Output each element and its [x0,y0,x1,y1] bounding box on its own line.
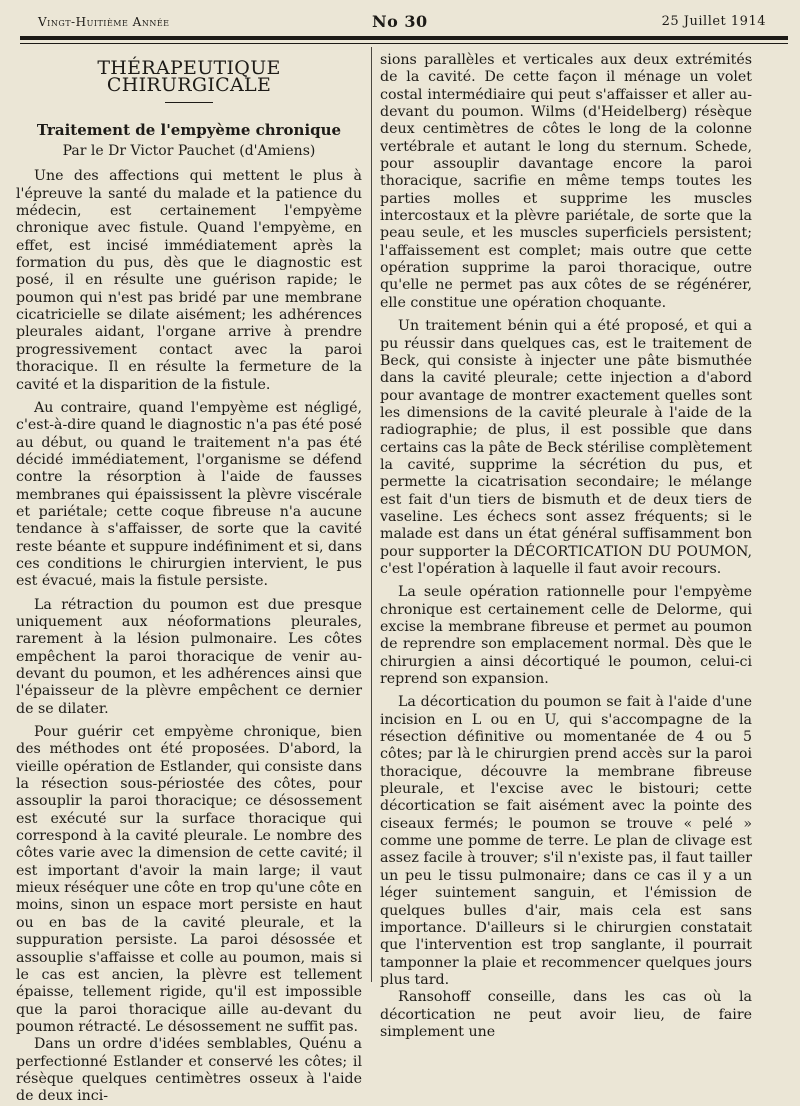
paragraph: La décortication du poumon se fait à l'aide d'une incision en L ou en U, qui s'accompagne de la résection définitive ou momentanée de 4 ou 5 côtes; par là le chirurgien prend accès sur la paroi thoracique, découvre la membrane fibreuse pleurale, et l'excise avec le bistouri; cette décortication se fait aisément avec la pointe des ciseaux fermés; le poumon se trouve « pelé » comme une pomme de terre. Le plan de clivage est assez facile à trouver; s'il n'existe pas, il faut tailler un peu le tissu pulmonaire; dans ce cas il y a un léger suintement sanguin, et l'émission de quelques bulles d'air, mais cela est sans importance. D'ailleurs si le chirurgien constatait que l'intervention est trop sanglante, il pourrait tamponner la plaie et recommencer quelques jours plus tard. [380,694,752,988]
paragraph-continued: sions parallèles et verticales aux deux extrémités de la cavité. De cette façon il ménage un volet costal intermédiaire qui peut s'affaisser et aller au-devant du poumon. Wilms (d'Heidelberg) résèque deux centimètres de côtes le long de la colonne vertébrale et autant le long du sternum. Schede, pour assouplir davantage encore la paroi thoracique, sacrifie en même temps toutes les parties molles et supprime les muscles intercostaux et la plèvre pariétale, de sorte que la peau seule, et les muscles superficiels persistent; l'affaissement est complet; mais outre que cette opération supprime la paroi thoracique, outre qu'elle ne permet pas aux côtes de se régénérer, elle constitue une opération choquante. [380,52,752,311]
running-header [20,12,786,34]
paragraph: Au contraire, quand l'empyème est négligé, c'est-à-dire quand le diagnostic n'a pas été posé au début, ou quand le traitement n'a pas été décidé immédiatement, l'organisme se défend contre la résorption à l'aide de fausses membranes qui épaississent la plèvre viscérale et pariétale; cette coque fibreuse n'a aucune tendance à s'affaisser, de sorte que la cavité reste béante et suppure indéfiniment et si, dans ces conditions le chirurgien intervient, le pus est évacué, mais la fistule persiste. [16,399,362,590]
paragraph: Un traitement bénin qui a été proposé, et qui a pu réussir dans quelques cas, est le traitement de Beck, qui consiste à injecter une pâte bismuthée dans la cavité pleurale; cette injection a d'abord pour avantage de montrer exactement quelles sont les dimensions de la cavité pleurale à l'aide de la radiographie; de plus, il est possible que dans certains cas la pâte de Beck stérilise complètement la cavité, supprime la sécrétion du pus, et permette la cicatrisation secondaire; le mélange est fait d'un tiers de bismuth et de deux tiers de vaseline. Les échecs sont assez fréquents; si le malade est dans un état général suffisamment bon pour supporter la DÉCORTICATION DU POUMON, c'est l'opération à laquelle il faut avoir recours. [380,318,752,577]
article-byline: Par le Dr Victor Pauchet (d'Amiens) [62,143,316,160]
paragraph: La seule opération rationnelle pour l'empyème chronique est certainement celle de Delorme, qui excise la membrane fibreuse et permet au poumon de reprendre son emplacement normal. Dès que le chirurgien a ainsi décortiqué le poumon, celui-ci reprend son expansion. [380,584,752,688]
left-column [16,50,362,1106]
paragraph: Pour guérir cet empyème chronique, bien des méthodes ont été proposées. D'abord, la vieille opération de Estlander, qui consiste dans la résection sous-périostée des côtes, pour assouplir la paroi thoracique; ce désossement est exécuté sur la surface thoracique qui correspond à la cavité pleurale. Le nombre des côtes varie avec la dimension de cette cavité; il est important d'avoir la main large; il vaut mieux réséquer une côte en trop qu'une côte en moins, sinon un espace mort persiste en haut ou en bas de la cavité pleurale, et la suppuration persiste. La paroi désossée et assouplie s'affaisse et colle au poumon, mais si le cas est ancien, la plèvre est tellement épaisse, tellement rigide, qu'il est impossible que la paroi thoracique aille au-devant du poumon rétracté. Le désossement ne suffit pas. [16,724,362,1035]
article-title: Traitement de l'empyème chronique [36,120,342,139]
paragraph: Dans un ordre d'idées semblables, Quénu a perfectionné Estlander et conservé les côtes; il résèque quelques centimètres osseux à l'aide de deux inci- [16,1036,362,1105]
right-column [380,52,752,1041]
column-divider [371,47,372,982]
section-title: THÉRAPEUTIQUE CHIRURGICALE [97,57,281,97]
title-rule [165,102,213,103]
header-rule-thick [20,36,788,40]
header-issue-number: No 30 [372,12,428,31]
header-date: 25 Juillet 1914 [661,14,766,29]
header-rule-thin [20,43,788,44]
header-volume: Vingt-Huitième Année [38,15,170,29]
paragraph: La rétraction du poumon est due presque uniquement aux néoformations pleurales, rarement à la lésion pulmonaire. Les côtes empêchent la paroi thoracique de venir au-devant du poumon, et les adhérences ainsi que l'épaisseur de la plèvre empêchent ce dernier de se dilater. [16,596,362,717]
paragraph: Une des affections qui mettent le plus à l'épreuve la santé du malade et la patience du médecin, est certainement l'empyème chronique avec fistule. Quand l'empyème, en effet, est incisé immédiatement après la formation du pus, dès que le diagnostic est posé, il en résulte une guérison rapide; le poumon qui n'est pas bridé par une membrane cicatricielle se dilate aisément; les adhérences pleurales aidant, l'organe arrive à prendre progressivement contact avec la paroi thoracique. Il en résulte la fermeture de la cavité et la disparition de la fistule. [16,168,362,393]
paragraph: Ransohoff conseille, dans les cas où la décortication ne peut avoir lieu, de faire simplement une [380,989,752,1040]
